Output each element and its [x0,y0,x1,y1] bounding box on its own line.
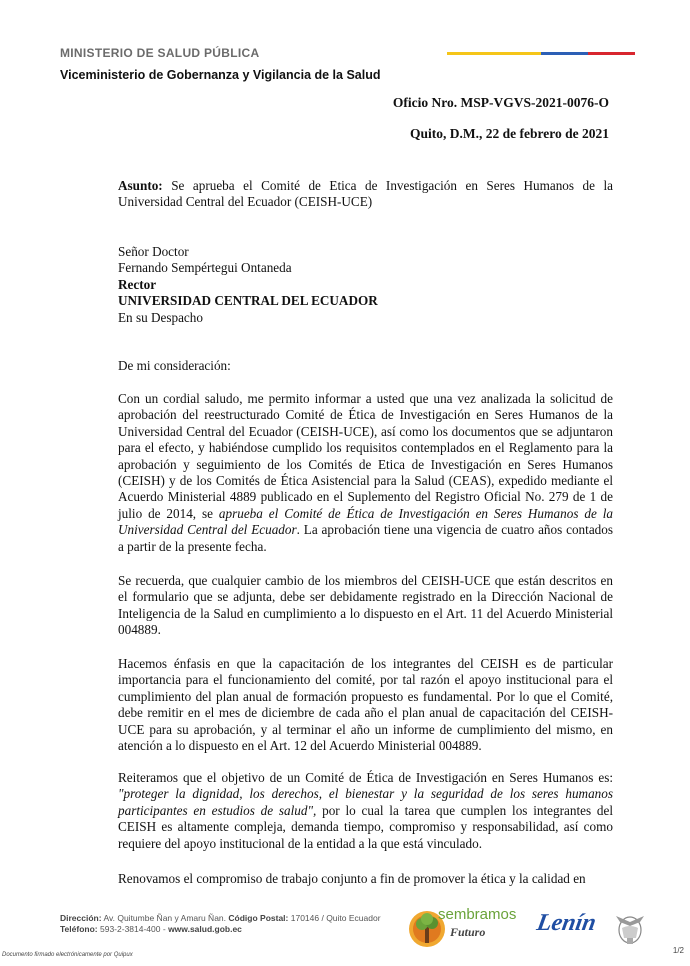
telefono-value: 593-2-3814-400 - [100,924,166,934]
ministry-name: MINISTERIO DE SALUD PÚBLICA [60,46,260,60]
addressee-position: Rector [118,276,157,292]
asunto-text: Se aprueba el Comité de Etica de Investigación en Seres Humanos de la Universidad Central del Ecuador (CEISH-UCE) [118,178,613,210]
postal-label: Código Postal: [228,913,289,923]
electronic-signature-note: Documento firmado electrónicamente por Quipux [2,952,133,958]
flag-color-bar [447,52,635,55]
telefono-label: Teléfono: [60,924,98,934]
lenin-signature-logo: Lenín [534,910,599,936]
page-number: 1/2 [672,946,684,955]
paragraph-4 [118,770,613,852]
flag-blue-stripe [541,52,588,55]
footer-contact [60,913,381,935]
flag-yellow-stripe [447,52,541,55]
asunto-label: Asunto: [118,178,163,193]
paragraph-4-italic-quote: "proteger la dignidad, los derechos, el bienestar y la seguridad de los seres humanos participantes en estudios de salud", [118,786,613,818]
website-link[interactable]: www.salud.gob.ec [168,924,242,934]
direccion-value: Av. Quitumbe Ñan y Amaru Ñan. [103,913,227,923]
paragraph-2: Se recuerda, que cualquier cambio de los miembros del CEISH-UCE que están descritos en el formulario que se adjunta, debe ser debidamente registrado en la Dirección Nacional de Inteligencia de la Salud en cumplimiento a lo dispuesto en el Art. 11 del Acuerdo Ministerial 004889. [118,573,613,638]
footer-line-2 [60,924,381,935]
paragraph-1 [118,391,613,555]
futuro-wordmark: Futuro [450,925,486,939]
addressee-name: Fernando Sempértegui Ontaneda [118,260,292,276]
ecuador-coat-of-arms-icon [612,908,648,948]
paragraph-4-text: Reiteramos que el objetivo de un Comité de Ética de Investigación en Seres Humanos es: [118,770,613,785]
addressee-institution: UNIVERSIDAD CENTRAL DEL ECUADOR [118,293,378,309]
paragraph-5: Renovamos el compromiso de trabajo conjunto a fin de promover la ética y la calidad en [118,871,586,886]
addressee-block [118,244,613,326]
paragraph-3: Hacemos énfasis en que la capacitación de los integrantes del CEISH es de particular importancia para el funcionamiento del comité, por tal razón el apoyo institucional para el cumplimiento del plan anual de formación propuesto es fundamental. Por lo que el Comité, debe remitir en el mes de diciembre de cada año el plan anual de capacitación del CEISH-UCE para su aprobación, y al terminar el año un informe de cumplimiento del mismo, en atención a lo dispuesto en el Art. 12 del Acuerdo Ministerial 004889. [118,656,613,754]
footer-line-1 [60,913,381,924]
asunto-paragraph [118,178,613,211]
paragraph-1-end: . La aprobación tiene una vigencia de cuatro años contados a partir de la presente fecha. [118,522,613,554]
addressee-salutation: Señor Doctor [118,244,189,259]
flag-red-stripe [588,52,635,55]
paragraph-1-text: Con un cordial saludo, me permito informar a usted que una vez analizada la solicitud de aprobación del reestructurado Comité de Ética de Investigación en Seres Humanos de la Universidad Central del Ecuador (CEISH-UCE), así como los documentos que se adjuntaron para el efecto, y habiéndose cumplido los requisitos contemplados en el Reglamento para la aprobación y seguimiento de los Comités de Etica de Investigación en Seres Humanos (CEISH) y de los Comités de Ética Asistencial para la Salud (CEAS), expedido mediante el Acuerdo Ministerial 4889 publicado en el Suplemento del Registro Oficial No. 279 de 1 de julio de 2014, se [118,391,613,521]
addressee-location: En su Despacho [118,309,203,325]
sembramos-wordmark: sembramos [438,906,517,923]
paragraph-1-italic: aprueba el Comité de Ética de Investigación en Seres Humanos de la Universidad Central del Ecuador [118,505,613,538]
postal-value: 170146 / Quito Ecuador [290,913,381,923]
oficio-number: Oficio Nro. MSP-VGVS-2021-0076-O [392,95,609,110]
greeting: De mi consideración: [118,358,231,373]
viceministry-name: Viceministerio de Gobernanza y Vigilancia de la Salud [60,68,381,82]
document-date: Quito, D.M., 22 de febrero de 2021 [410,126,609,141]
paragraph-4-end: por lo cual la tarea que cumplen los integrantes del CEISH es altamente compleja, demanda tiempo, compromiso y responsabilidad, así como requiere del apoyo institucional de la entidad a la que está vinculado. [118,802,613,851]
direccion-label: Dirección: [60,913,102,923]
